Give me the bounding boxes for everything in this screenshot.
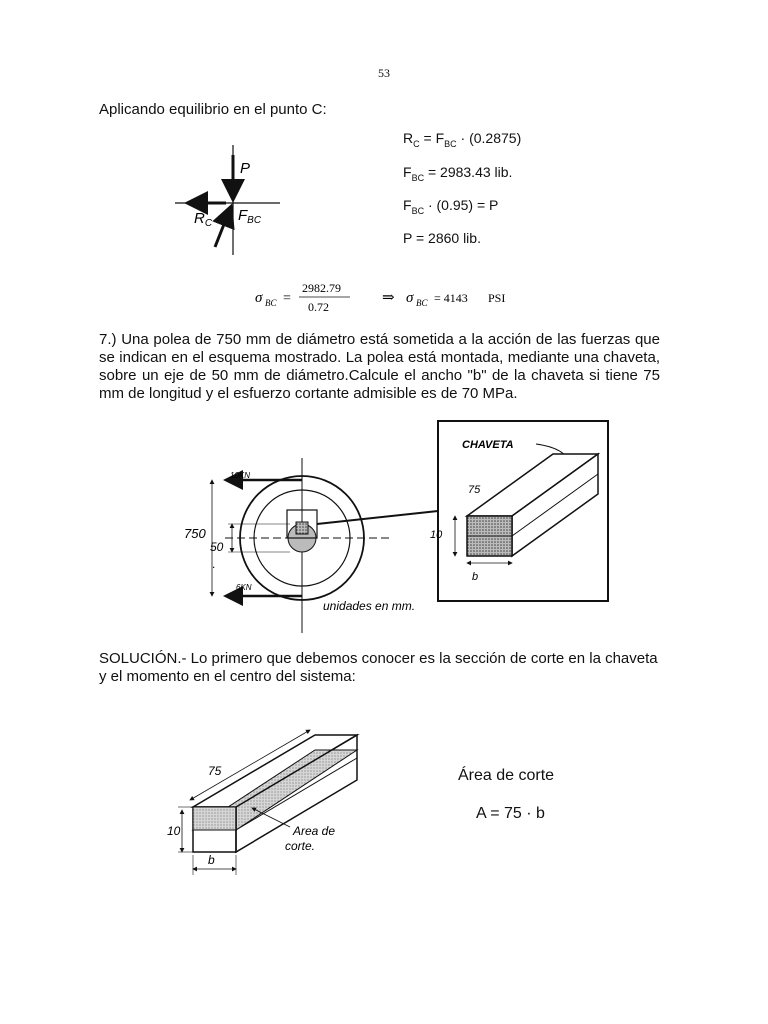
- area-formula: A = 75 · b: [476, 805, 545, 822]
- svg-text:σ: σ: [255, 290, 263, 306]
- rc-label: $R_C$: [194, 210, 213, 229]
- p-label: P: [240, 160, 251, 177]
- svg-text:⇒: ⇒: [382, 290, 395, 306]
- svg-text:= 4143: = 4143: [434, 291, 468, 305]
- equation-p: P = 2860 lib.: [403, 230, 481, 246]
- solution-text: SOLUCIÓN.- Lo primero que debemos conocer es la sección de corte en la chaveta y el momento en el centro del sistema:: [99, 650, 658, 685]
- svg-text:BC: BC: [265, 298, 277, 308]
- fbc-label: $F_{BC}$: [238, 207, 262, 226]
- svg-text:0.72: 0.72: [308, 300, 329, 314]
- svg-text:BC: BC: [416, 298, 428, 308]
- svg-text:750: 750: [184, 526, 206, 541]
- svg-text:corte.: corte.: [285, 839, 316, 853]
- svg-text:10KN: 10KN: [230, 471, 251, 480]
- svg-text:10: 10: [430, 529, 443, 541]
- fbc-arrow: [215, 209, 230, 247]
- svg-text:6KN: 6KN: [236, 583, 252, 592]
- svg-text:σ: σ: [406, 290, 414, 306]
- problem-statement: [99, 331, 660, 403]
- svg-text:75: 75: [468, 484, 481, 496]
- area-title: Área de corte: [458, 767, 555, 784]
- problem-text: Una polea de 750 mm de diámetro está sometida a la acción de las fuerzas que se indican en el esquema mostrado. La polea está montada, mediante una chaveta, sobre un eje de 50 mm de diámetro.Calcule el ancho "b" de la chaveta si tiene 75 mm de longitud y el esfuerzo cortante admisible es de 70 MPa.: [99, 331, 660, 402]
- svg-text:50: 50: [210, 540, 224, 554]
- equation-fbc: $F_{BC} = 2983.43$ lib.: [403, 164, 513, 183]
- pulley-figure: [170, 418, 610, 636]
- key-shear-figure: [160, 725, 390, 885]
- equation-fbc-p: $F_{BC} \cdot (0.95) = P$: [403, 197, 499, 216]
- svg-text:10: 10: [167, 824, 181, 838]
- svg-text:75: 75: [208, 764, 222, 778]
- problem-number: 7.): [99, 331, 117, 348]
- svg-text:.: .: [212, 557, 216, 571]
- svg-text:b: b: [208, 853, 215, 867]
- free-body-diagram: [160, 135, 290, 265]
- svg-text:PSI: PSI: [488, 291, 506, 305]
- intro-text: Aplicando equilibrio en el punto C:: [99, 101, 327, 118]
- svg-text:2982.79: 2982.79: [302, 281, 341, 295]
- page-number: 53: [378, 66, 390, 80]
- svg-text:=: =: [283, 291, 291, 306]
- key-section: [296, 522, 308, 534]
- chaveta-label: CHAVETA: [462, 439, 514, 451]
- svg-text:b: b: [472, 571, 479, 583]
- stress-equation: [250, 278, 530, 318]
- units-note: unidades en mm.: [323, 599, 416, 613]
- equation-rc: $R_C = F_{BC} \cdot (0.2875)$: [403, 130, 522, 149]
- area-label: Area de: [293, 824, 336, 838]
